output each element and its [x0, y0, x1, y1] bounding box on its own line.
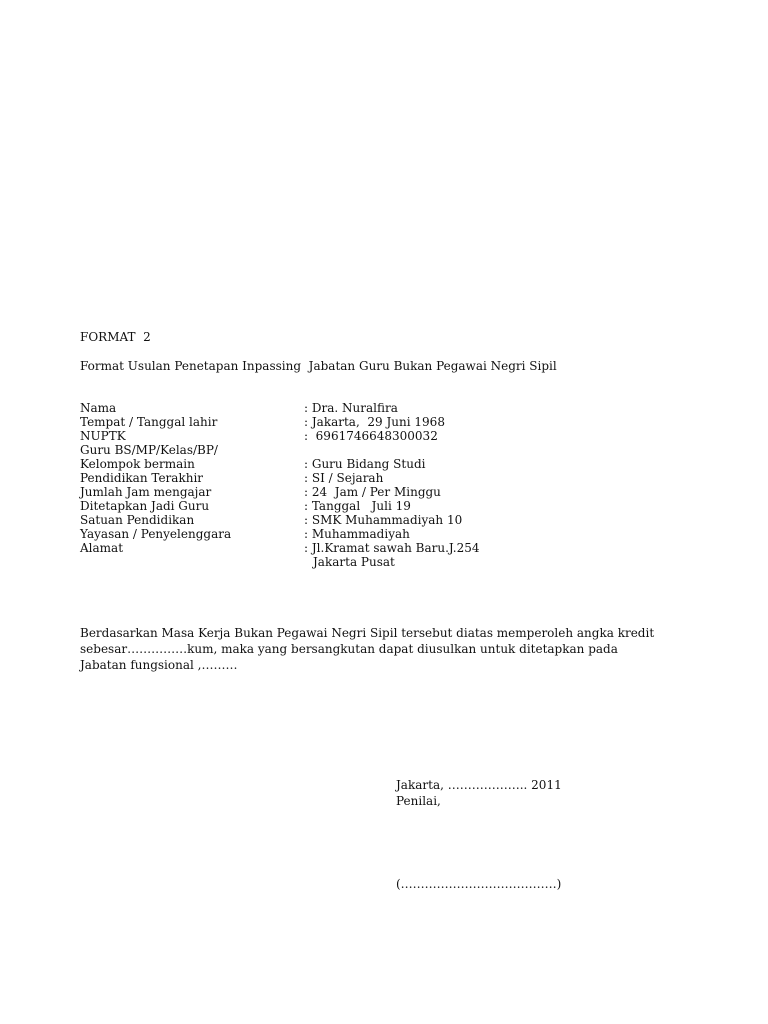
field-value: : Jakarta, 29 Juni 1968 — [304, 415, 445, 429]
field-value: : Guru Bidang Studi — [304, 457, 426, 471]
format-label: FORMAT 2 — [80, 330, 151, 344]
field-row-alamat — [80, 541, 680, 555]
signature-role: Penilai, — [396, 794, 441, 808]
field-label: Nama — [80, 401, 117, 415]
field-row-pendidikan-terakhir — [80, 471, 680, 485]
field-value: : Muhammadiyah — [304, 527, 410, 541]
paragraph-line: sebesar……………kum, maka yang bersangkutan dapat diusulkan untuk ditetapkan pada — [80, 642, 618, 656]
field-row-yayasan — [80, 527, 680, 541]
field-value: : SI / Sejarah — [304, 471, 384, 485]
field-label: Yayasan / Penyelenggara — [80, 527, 232, 541]
field-value: : SMK Muhammadiyah 10 — [304, 513, 463, 527]
field-label: Tempat / Tanggal lahir — [80, 415, 218, 429]
field-label: Ditetapkan Jadi Guru — [80, 499, 210, 513]
field-value: : Dra. Nuralfira — [304, 401, 398, 415]
field-value: : 24 Jam / Per Minggu — [304, 485, 441, 499]
field-label: Guru BS/MP/Kelas/BP/ — [80, 443, 218, 457]
field-label: Satuan Pendidikan — [80, 513, 195, 527]
field-row-tempat-tanggal-lahir — [80, 415, 680, 429]
field-row-nama — [80, 401, 680, 415]
field-value: : Jl.Kramat sawah Baru.J.254 — [304, 541, 480, 555]
field-label: Jumlah Jam mengajar — [80, 485, 212, 499]
document-subtitle: Format Usulan Penetapan Inpassing Jabatan Guru Bukan Pegawai Negri Sipil — [80, 359, 557, 373]
paragraph-line: Berdasarkan Masa Kerja Bukan Pegawai Negri Sipil tersebut diatas memperoleh angka kredit — [80, 626, 655, 640]
field-row-kelompok-bermain — [80, 457, 680, 471]
field-row-nuptk — [80, 429, 680, 443]
field-row-jumlah-jam — [80, 485, 680, 499]
field-label: Kelompok bermain — [80, 457, 195, 471]
field-value: : 6961746648300032 — [304, 429, 438, 443]
field-row-satuan-pendidikan — [80, 513, 680, 527]
field-label: NUPTK — [80, 429, 126, 443]
field-row-ditetapkan — [80, 499, 680, 513]
field-value: : Tanggal Juli 19 — [304, 499, 411, 513]
address-line-2: Jakarta Pusat — [313, 555, 395, 569]
signature-name-line: (…………………………………) — [396, 877, 562, 891]
field-row-guru-bs — [80, 443, 680, 457]
field-label: Pendidikan Terakhir — [80, 471, 204, 485]
field-label: Alamat — [80, 541, 124, 555]
paragraph-line: Jabatan fungsional ,……… — [80, 658, 238, 672]
signature-place-date: Jakarta, ……………….. 2011 — [396, 778, 562, 792]
